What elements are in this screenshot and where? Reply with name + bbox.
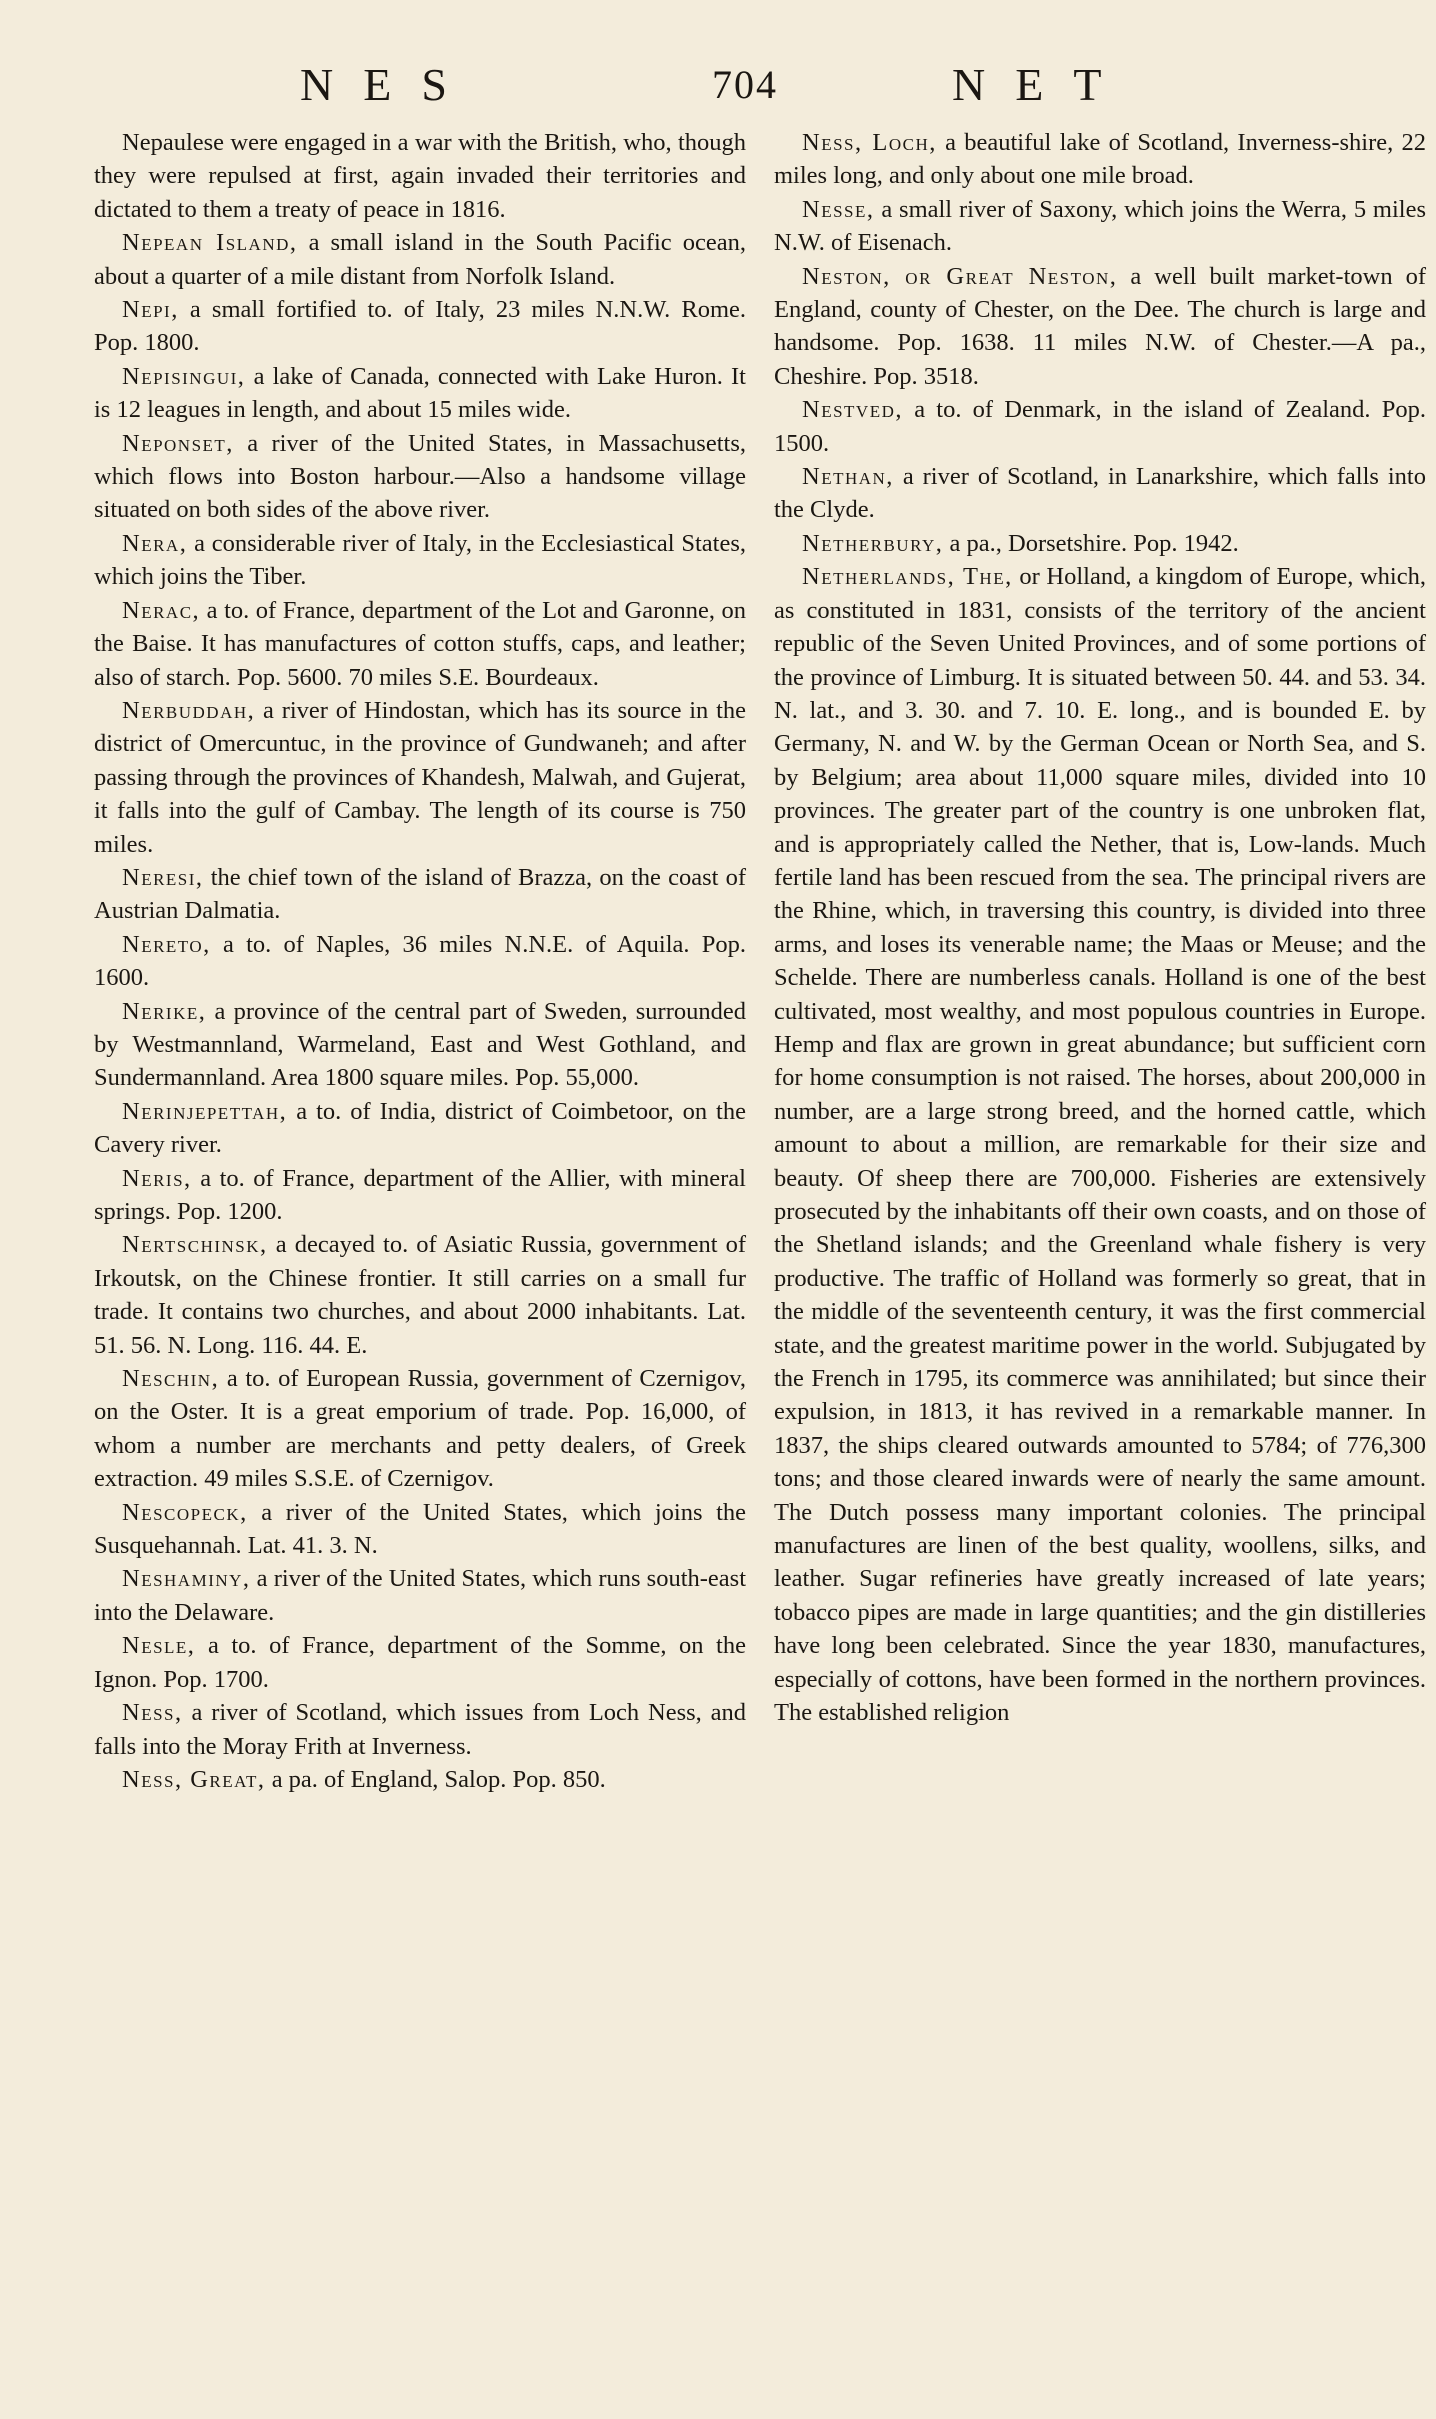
entry-nesle: Nesle, a to. of France, department of the Somme, on the Ignon. Pop. 1700. [94, 1632, 746, 1693]
headword: Nereto, [122, 930, 211, 958]
page-number: 704 [712, 62, 778, 107]
headword: Nesse, [802, 195, 875, 223]
headword: Neschin, [122, 1365, 220, 1393]
headword: Neponset, [122, 429, 234, 457]
entry-nerinjepettah: Nerinjepettah, a to. of India, district of Coimbetoor, on the Cavery river. [94, 1097, 746, 1159]
headword: Nerinjepettah, [122, 1097, 288, 1125]
headword: Ness, [122, 1699, 183, 1727]
headword: Neresi, [122, 863, 204, 891]
running-header [0, 58, 1436, 118]
entry-nereto: Nereto, a to. of Naples, 36 miles N.N.E. of Aquila. Pop. 1600. [94, 930, 746, 992]
headword: Netherbury, [802, 529, 944, 557]
headword: Nesle, [122, 1632, 196, 1660]
header-right-guide: NET [952, 59, 1132, 110]
left-column [94, 126, 746, 1796]
headword: Nera, [122, 529, 188, 557]
right-column [774, 126, 1426, 1730]
entry-nerbuddah: Nerbuddah, a river of Hindostan, which has its source in the district of Omercuntuc, in the province of Gundwaneh; and after passing through the provinces of Khandesh, Malwah, and Gujerat, it falls into the gulf of Cambay. The length of its course is 750 miles. [94, 696, 746, 858]
entry-nethan: Nethan, a river of Scotland, in Lanarkshire, which falls into the Clyde. [774, 463, 1426, 524]
headword: Nethan, [802, 463, 894, 491]
headword: Ness, Loch, [802, 129, 937, 156]
headword: Nepi, [122, 296, 179, 324]
entry-ness-loch: Ness, Loch, a beautiful lake of Scotland, Inverness-shire, 22 miles long, and only about one mile broad. [774, 129, 1426, 190]
headword: Nestved, [802, 396, 903, 424]
entry-ness: Ness, a river of Scotland, which issues from Loch Ness, and falls into the Moray Frith at Inverness. [94, 1699, 746, 1760]
header-left-guide: NES [300, 59, 477, 110]
headword: Nerbuddah, [122, 696, 256, 724]
entry-neponset: Neponset, a river of the United States, in Massachusetts, which flows into Boston harbour.—Also a handsome village situated on both sides of the above river. [94, 429, 746, 524]
entry-nesse: Nesse, a small river of Saxony, which joins the Werra, 5 miles N.W. of Eisenach. [774, 195, 1426, 257]
headword: Netherlands, The, [802, 563, 1013, 591]
headword: Neston, or Great Neston, [802, 262, 1118, 290]
headword: Nescopeck, [122, 1498, 248, 1526]
headword: Neris, [122, 1164, 192, 1192]
entry-nepi: Nepi, a small fortified to. of Italy, 23 miles N.N.W. Rome. Pop. 1800. [94, 296, 746, 357]
entry-neschin: Neschin, a to. of European Russia, government of Czernigov, on the Oster. It is a great emporium of trade. Pop. 16,000, of whom a number are merchants and petty dealers, of Greek extraction. 49 miles S.S.E. of Czernigov. [94, 1365, 746, 1493]
entry-nerac: Nerac, a to. of France, department of the Lot and Garonne, on the Baise. It has manufactures of cotton stuffs, caps, and leather; also of starch. Pop. 5600. 70 miles S.E. Bourdeaux. [94, 596, 746, 691]
entry-neresi: Neresi, the chief town of the island of Brazza, on the coast of Austrian Dalmatia. [94, 863, 746, 925]
entry-netherbury: Netherbury, a pa., Dorsetshire. Pop. 1942. [802, 529, 1239, 557]
entry-continued: Nepaulese were engaged in a war with the British, who, though they were repulsed at first, again invaded their territories and dictated to them a treaty of peace in 1816. [94, 129, 746, 223]
entry-netherlands: Netherlands, The, or Holland, a kingdom of Europe, which, as constituted in 1831, consists of the territory of the ancient republic of the Seven United Provinces, and of some portions of the province of Limburg. It is situated between 50. 44. and 53. 34. N. lat., and 3. 30. and 7. 10. E. long., and is bounded E. by Germany, N. and W. by the German Ocean or North Sea, and S. by Belgium; area about 11,000 square miles, divided into 10 provinces. The greater part of the country is one unbroken flat, and is appropriately called the Nether, that is, Low-lands. Much fertile land has been rescued from the sea. The principal rivers are the Rhine, which, in traversing this country, is divided into three arms, and loses its venerable name; the Maas or Meuse; and the Schelde. There are numberless canals. Holland is one of the best cultivated, most wealthy, and most populous countries in Europe. Hemp and flax are grown in great abundance; but sufficient corn for home consumption is not raised. The horses, about 200,000 in number, are a large strong breed, and the horned cattle, which amount to about a million, are remarkable for their size and beauty. Of sheep there are 700,000. Fisheries are extensively prosecuted by the inhabitants off their own coasts, and on those of the Shetland islands; and the Greenland whale fishery is very productive. The traffic of Holland was formerly so great, that in the middle of the seventeenth century, it was the first commercial state, and the greatest maritime power in the world. Subjugated by the French in 1795, its commerce was annihilated; but since their expulsion, in 1813, it has revived in a remarkable manner. In 1837, the ships cleared outwards amounted to 5784; of 776,300 tons; and those cleared inwards were of nearly the same amount. The Dutch possess many important colonies. The principal manufactures are linen of the best quality, woollens, silks, and leather. Sugar refineries have greatly increased of late years; tobacco pipes are made in large quantities; and the gin distilleries have long been celebrated. Since the year 1830, manufactures, especially of cottons, have been formed in the northern provinces. The established religion [774, 563, 1426, 1727]
entry-neris: Neris, a to. of France, department of the Allier, with mineral springs. Pop. 1200. [94, 1164, 746, 1225]
entry-nescopeck: Nescopeck, a river of the United States, which joins the Susquehannah. Lat. 41. 3. N. [94, 1498, 746, 1560]
headword: Nerac, [122, 596, 201, 624]
entry-neston: Neston, or Great Neston, a well built market-town of England, county of Chester, on the Dee. The church is large and handsome. Pop. 1638. 11 miles N.W. of Chester.—A pa., Cheshire. Pop. 3518. [774, 262, 1426, 390]
headword: Neshaminy, [122, 1565, 251, 1593]
entry-nepean-island: Nepean Island, a small island in the South Pacific ocean, about a quarter of a mile distant from Norfolk Island. [94, 229, 746, 290]
entry-ness-great: Ness, Great, a pa. of England, Salop. Pop. 850. [122, 1765, 606, 1793]
headword: Ness, Great, [122, 1765, 266, 1793]
headword: Nepean Island, [122, 229, 298, 257]
entry-nertschinsk: Nertschinsk, a decayed to. of Asiatic Russia, government of Irkoutsk, on the Chinese frontier. It still carries on a small fur trade. It contains two churches, and about 2000 inhabitants. Lat. 51. 56. N. Long. 116. 44. E. [94, 1231, 746, 1359]
headword: Nertschinsk, [122, 1231, 268, 1259]
entry-nestved: Nestved, a to. of Denmark, in the island of Zealand. Pop. 1500. [774, 396, 1426, 457]
entry-neshaminy: Neshaminy, a river of the United States, which runs south-east into the Delaware. [94, 1565, 746, 1626]
headword: Nepisingui, [122, 362, 246, 390]
entry-nera: Nera, a considerable river of Italy, in the Ecclesiastical States, which joins the Tiber. [94, 529, 746, 591]
headword: Nerike, [122, 997, 207, 1025]
entry-nepisingui: Nepisingui, a lake of Canada, connected with Lake Huron. It is 12 leagues in length, and about 15 miles wide. [94, 362, 746, 424]
entry-nerike: Nerike, a province of the central part of Sweden, surrounded by Westmannland, Warmeland, East and West Gothland, and Sundermannland. Area 1800 square miles. Pop. 55,000. [94, 997, 746, 1092]
